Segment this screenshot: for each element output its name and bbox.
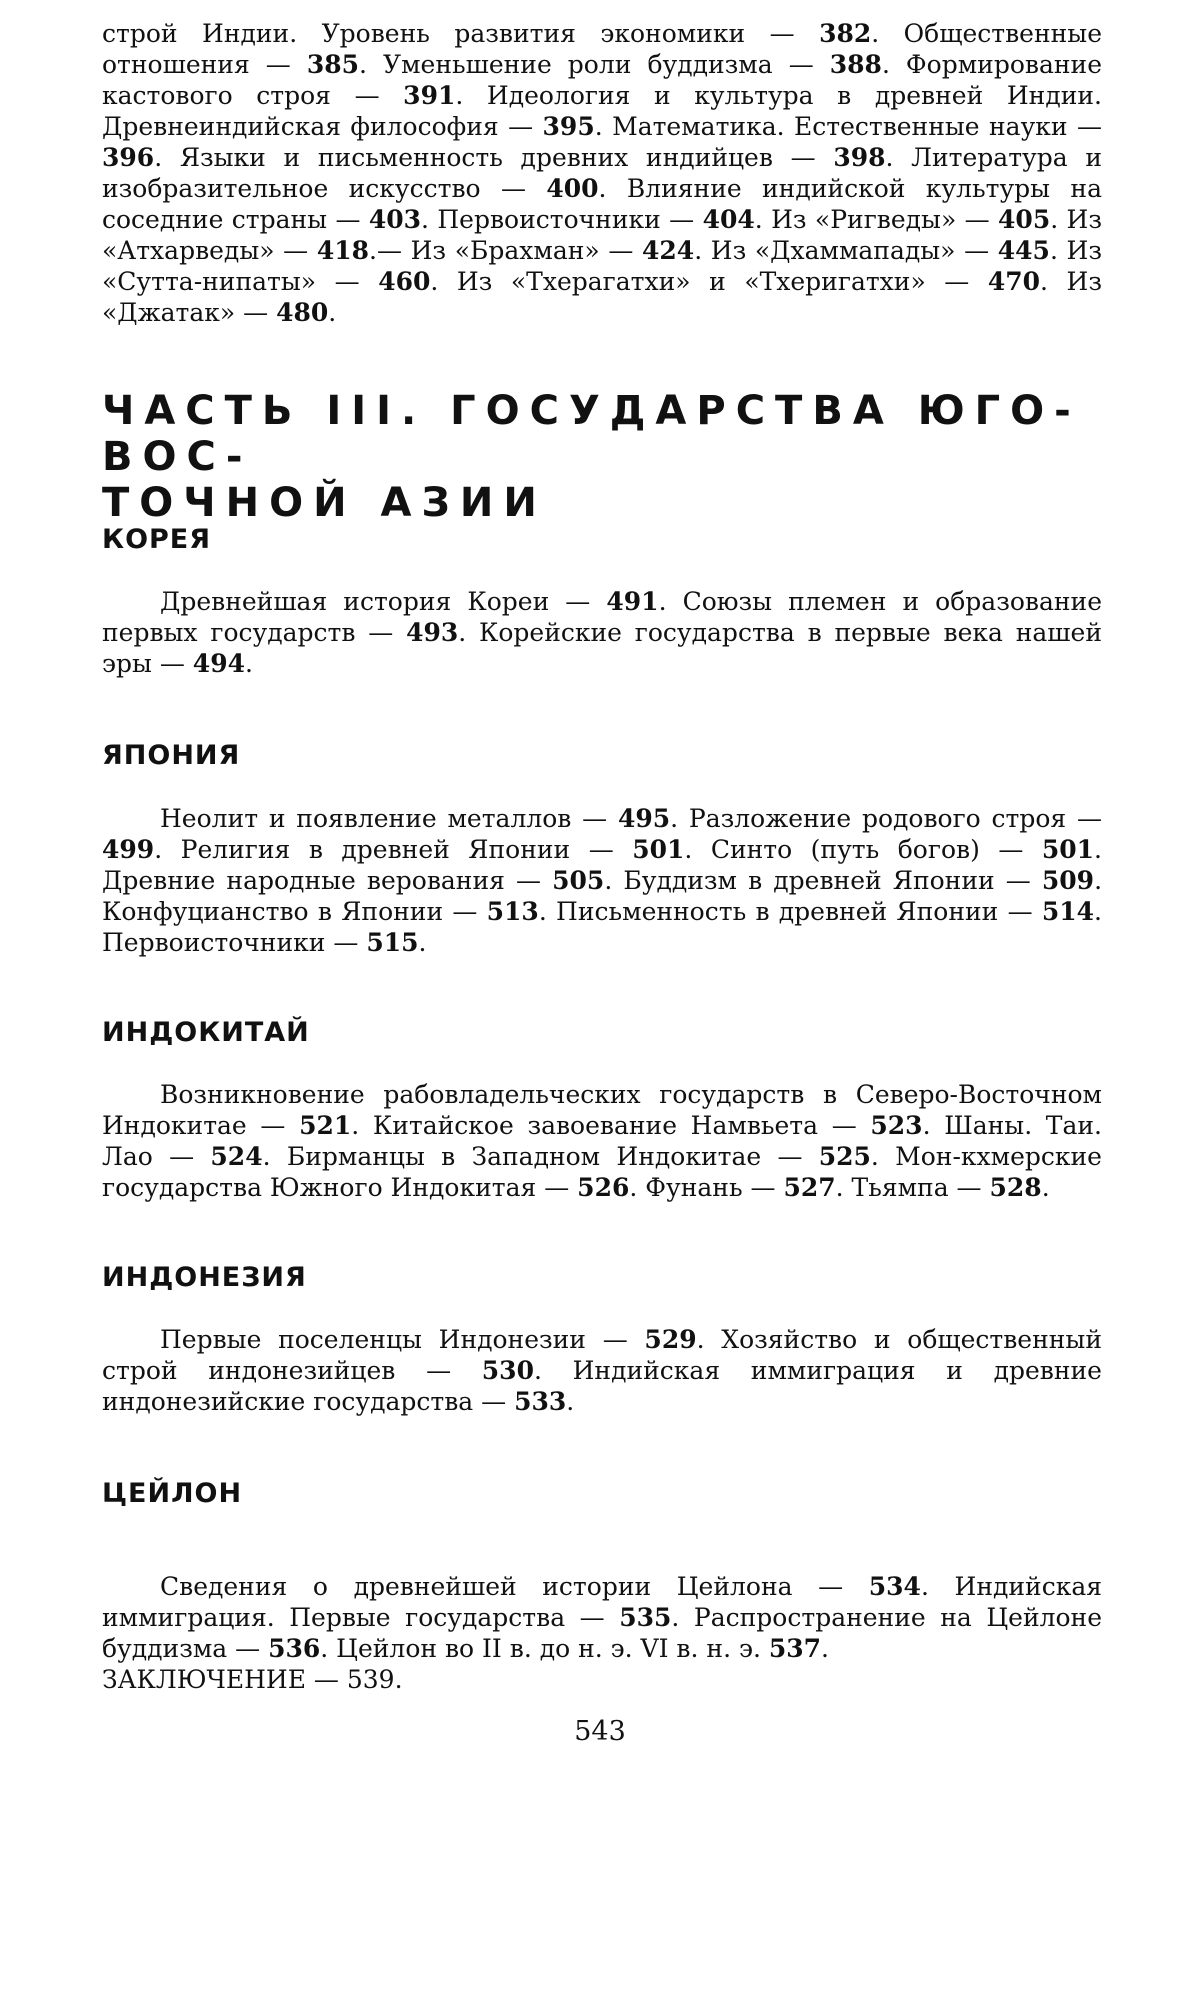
text-segment: . — [245, 649, 253, 678]
page-reference: 509 — [1042, 866, 1094, 895]
text-segment: . Синто (путь богов) — — [684, 835, 1041, 864]
page-reference: 493 — [406, 618, 458, 647]
page-reference: 528 — [990, 1173, 1042, 1202]
page-reference: 391 — [403, 81, 455, 110]
page-reference: 523 — [870, 1111, 922, 1140]
section-text-japan — [102, 803, 1102, 958]
section-text-indonesia — [102, 1324, 1102, 1417]
page-reference: 382 — [819, 19, 871, 48]
page-reference: 524 — [210, 1142, 262, 1171]
text-segment: . Идеология и культура в древней Индии. Древнеиндийская философия — — [102, 81, 1102, 141]
text-segment: . Разложение родового строя — — [670, 804, 1102, 833]
text-segment: . Индийская иммиграция и древние индонезийские государства — — [102, 1356, 1102, 1416]
page-reference: 385 — [307, 50, 359, 79]
text-segment: . — [419, 928, 427, 957]
text-segment: . Общественные отношения — — [102, 19, 1102, 79]
page-reference: 537 — [769, 1634, 821, 1663]
part-title-line-2: ТОЧНОЙ АЗИИ — [102, 480, 1112, 526]
page-reference: 494 — [193, 649, 245, 678]
text-segment: . Цейлон во II в. до н. э. VI в. н. э. — [320, 1634, 769, 1663]
text-segment: . Из «Джатак» — — [102, 267, 1102, 327]
page-reference: 515 — [366, 928, 418, 957]
text-segment: . Языки и письменность древних индийцев — — [154, 143, 833, 172]
text-segment: Возникновение рабовладельческих государств в Северо-Восточном Индокитае — — [102, 1080, 1102, 1140]
page-reference: 460 — [378, 267, 430, 296]
text-segment: . Китайское завоевание Намвьета — — [351, 1111, 870, 1140]
page-reference: 521 — [299, 1111, 351, 1140]
page-reference: 396 — [102, 143, 154, 172]
page-reference: 513 — [487, 897, 539, 926]
section-text-indochina — [102, 1079, 1102, 1203]
text-segment: . Индийская иммиграция. Первые государства — — [102, 1572, 1102, 1632]
text-segment: . Шаны. Таи. Лао — — [102, 1111, 1102, 1171]
text-segment: Неолит и появление металлов — — [160, 804, 618, 833]
page-reference: 530 — [482, 1356, 534, 1385]
page-reference: 525 — [819, 1142, 871, 1171]
conclusion-line: ЗАКЛЮЧЕНИЕ — 539. — [102, 1664, 1102, 1695]
page-reference: 536 — [268, 1634, 320, 1663]
text-segment: . Мон-кхмерские государства Южного Индокитая — — [102, 1142, 1102, 1202]
text-segment: . Буддизм в древней Японии — — [604, 866, 1042, 895]
section-title-indonesia: ИНДОНЕЗИЯ — [102, 1262, 307, 1294]
text-segment: . Фунань — — [629, 1173, 783, 1202]
text-segment: . — [1042, 1173, 1050, 1202]
page-reference: 400 — [546, 174, 598, 203]
text-segment: . Из «Атхарведы» — — [102, 205, 1102, 265]
page-reference: 534 — [869, 1572, 921, 1601]
text-segment: . Уменьшение роли буддизма — — [359, 50, 830, 79]
section-text-ceylon — [102, 1571, 1102, 1664]
page-reference: 527 — [783, 1173, 835, 1202]
page-reference: 505 — [552, 866, 604, 895]
text-segment: . Формирование кастового строя — — [102, 50, 1102, 110]
text-segment: . Из «Ригведы» — — [755, 205, 998, 234]
section-title-japan: ЯПОНИЯ — [102, 740, 240, 772]
section-title-indochina: ИНДОКИТАЙ — [102, 1017, 310, 1049]
page-reference: 403 — [369, 205, 421, 234]
intro-paragraph — [102, 18, 1102, 328]
text-segment: . Хозяйство и общественный строй индонезийцев — — [102, 1325, 1102, 1385]
text-segment: Древнейшая история Кореи — — [160, 587, 606, 616]
text-segment: Сведения о древнейшей истории Цейлона — — [160, 1572, 869, 1601]
page-reference: 480 — [276, 298, 328, 327]
text-segment: . Корейские государства в первые века нашей эры — — [102, 618, 1102, 678]
text-segment: . Бирманцы в Западном Индокитае — — [263, 1142, 819, 1171]
text-segment: . Из «Дхаммапады» — — [694, 236, 998, 265]
part-title — [102, 388, 1112, 526]
text-segment: Первые поселенцы Индонезии — — [160, 1325, 644, 1354]
page-reference: 501 — [632, 835, 684, 864]
text-segment: . Влияние индийской культуры на соседние страны — — [102, 174, 1102, 234]
page-reference: 533 — [514, 1387, 566, 1416]
section-title-korea: КОРЕЯ — [102, 524, 211, 556]
text-segment: . Из «Тхерагатхи» и «Тхеригатхи» — — [430, 267, 987, 296]
text-segment: .— Из «Брахман» — — [369, 236, 642, 265]
page-reference: 529 — [644, 1325, 696, 1354]
book-page — [0, 0, 1200, 2011]
page-reference: 470 — [988, 267, 1040, 296]
page-reference: 418 — [317, 236, 369, 265]
part-title-line-1: ЧАСТЬ III. ГОСУДАРСТВА ЮГО-ВОС- — [102, 388, 1112, 480]
text-segment: . Первоисточники — — [421, 205, 703, 234]
page-reference: 491 — [606, 587, 658, 616]
text-segment: . Тьямпа — — [836, 1173, 990, 1202]
section-title-ceylon: ЦЕЙЛОН — [102, 1478, 242, 1510]
page-reference: 388 — [830, 50, 882, 79]
page-reference: 501 — [1042, 835, 1094, 864]
text-segment: . Конфуцианство в Японии — — [102, 866, 1102, 926]
text-segment: . — [328, 298, 336, 327]
page-reference: 398 — [833, 143, 885, 172]
text-segment: . Распространение на Цейлоне буддизма — — [102, 1603, 1102, 1663]
text-segment: строй Индии. Уровень развития экономики — — [102, 19, 819, 48]
page-number: 543 — [0, 1716, 1200, 1747]
text-segment: . Первоисточники — — [102, 897, 1102, 957]
page-reference: 514 — [1042, 897, 1094, 926]
text-segment: . Из «Сутта-нипаты» — — [102, 236, 1102, 296]
text-segment: . — [821, 1634, 829, 1663]
text-segment: . Союзы племен и образование первых государств — — [102, 587, 1102, 647]
page-reference: 404 — [703, 205, 755, 234]
section-text-korea — [102, 586, 1102, 679]
page-reference: 535 — [619, 1603, 671, 1632]
text-segment: . Литература и изобразительное искусство — — [102, 143, 1102, 203]
text-segment: . Древние народные верования — — [102, 835, 1102, 895]
page-reference: 424 — [642, 236, 694, 265]
text-segment: . Математика. Естественные науки — — [595, 112, 1102, 141]
page-reference: 526 — [577, 1173, 629, 1202]
page-reference: 395 — [543, 112, 595, 141]
text-segment: . — [566, 1387, 574, 1416]
text-segment: . Религия в древней Японии — — [154, 835, 632, 864]
page-reference: 445 — [998, 236, 1050, 265]
page-reference: 405 — [998, 205, 1050, 234]
page-reference: 495 — [618, 804, 670, 833]
text-segment: . Письменность в древней Японии — — [539, 897, 1042, 926]
page-reference: 499 — [102, 835, 154, 864]
